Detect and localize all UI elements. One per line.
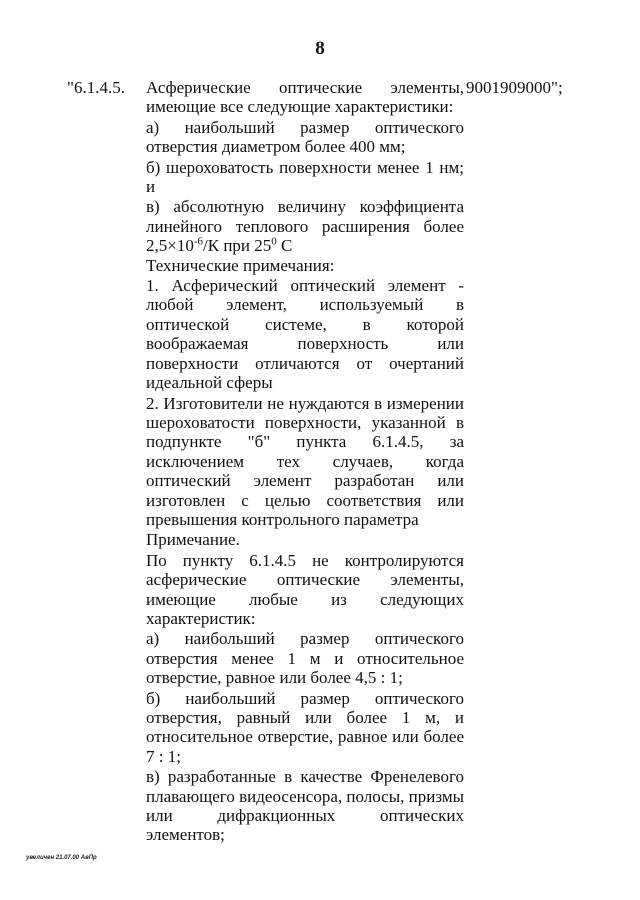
formula-scale: С [276,236,293,256]
note-heading: Примечание. [146,530,240,550]
page-number: 8 [315,38,325,59]
formula-unit: /К при 25 [203,236,272,256]
item-body [146,78,464,845]
exception-c: в) разработанные в качестве Френелевого плавающего видеосенсора, полосы, призмы или дифракционных оптических элементов; [146,767,464,845]
characteristic-b: б) шероховатость поверхности менее 1 нм; и [146,157,464,197]
exception-b: б) наибольший размер оптического отверстия, равный или более 1 м, и относительное отверстие, равное или более 7 : 1; [146,688,464,766]
formula-base: 2,5×10 [146,236,194,256]
formula-degree: 0 [271,235,277,248]
note-body: По пункту 6.1.4.5 не контролируются асферические оптические элементы, имеющие любые из следующих характеристик: [146,550,464,628]
item-heading: Асферические оптические элементы, [146,78,464,97]
formula-line [146,236,464,255]
item-number: "6.1.4.5. [67,78,125,97]
characteristic-c: в) абсолютную величину коэффициента линейного теплового расширения более [146,197,464,236]
tech-note-1: 1. Асферический оптический элемент - любой элемент, используемый в оптической системе, в которой воображаемая поверхность или поверхности отличаются от очертаний идеальной сферы [146,276,464,393]
tech-note-2: 2. Изготовители не нуждаются в измерении шероховатости поверхности, указанной в подпункте "б" пункта 6.1.4.5, за исключением тех случаев, когда оптический элемент разработан или изготовлен с целью соответствия или превышения контрольного параметра [146,393,464,529]
exception-a: а) наибольший размер оптического отверстия менее 1 м и относительное отверстие, равное или более 4,5 : 1; [146,629,464,688]
customs-code: 9001909000"; [466,78,563,97]
footer-filename: увеличен 21.07.00 АвПр [26,855,97,861]
tech-notes-heading: Технические примечания: [146,255,335,275]
formula-exponent: -6 [193,235,204,248]
item-heading-cont: имеющие все следующие характеристики: [146,97,454,117]
characteristic-a: а) наибольший размер оптического отверстия диаметром более 400 мм; [146,117,464,157]
